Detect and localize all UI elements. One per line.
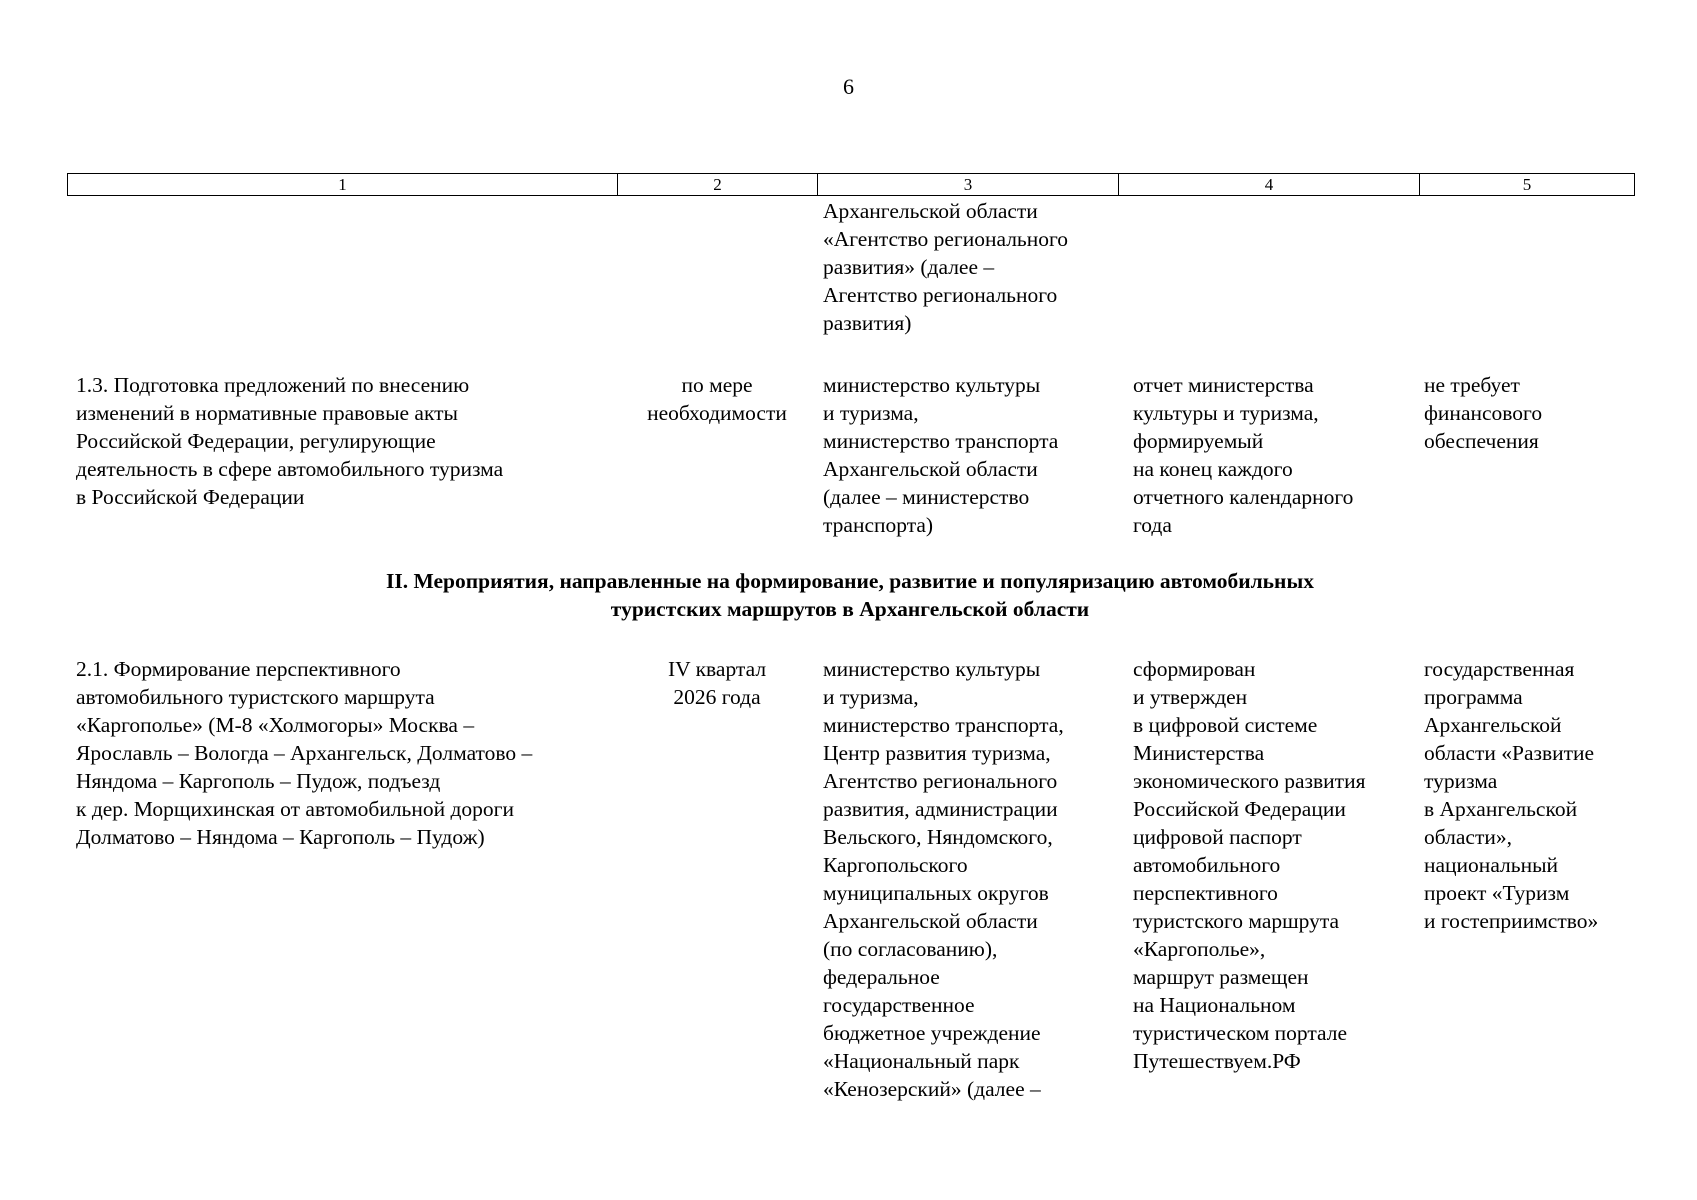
row-1-3-responsible: министерство культуры и туризма, министерство транспорта Архангельской области (далее – министерство транспорта) <box>823 373 1059 537</box>
column-header-1: 1 <box>68 174 618 196</box>
row-1-3-financing: не требует финансового обеспечения <box>1424 373 1543 453</box>
row-1-3-result: отчет министерства культуры и туризма, формируемый на конец каждого отчетного календарного года <box>1133 373 1354 537</box>
row-1-3-activity: 1.3. Подготовка предложений по внесению изменений в нормативные правовые акты Российской Федерации, регулирующие деятельность в сфере автомобильного туризма в Российской Федерации <box>76 373 504 509</box>
row-1-3-deadline: по мере необходимости <box>647 373 787 425</box>
continuation-responsible: Архангельской области «Агентство регионального развития» (далее – Агентство регионального развития) <box>823 199 1069 335</box>
section-2-heading: II. Мероприятия, направленные на формирование, развитие и популяризацию автомобильных туристских маршрутов в Архангельской области <box>386 569 1314 621</box>
column-header-2: 2 <box>618 174 818 196</box>
row-2-1-deadline: IV квартал 2026 года <box>667 657 767 709</box>
row-2-1-activity: 2.1. Формирование перспективного автомобильного туристского маршрута «Каргополье» (М-8 «Холмогоры» Москва – Ярославль – Вологда – Архангельск, Долматово – Няндома – Каргополь – Пудож, подъезд к дер. Морщихинская от автомобильной дороги Долматово – Няндома – Каргополь – Пудож) <box>76 657 533 849</box>
row-2-1-responsible: министерство культуры и туризма, министерство транспорта, Центр развития туризма, Агентство регионального развития, администрации Вельского, Няндомского, Каргопольского муниципальных округов Архангельской области (по согласованию), федеральное государственное бюджетное учреждение «Национальный парк «Кенозерский» (далее – <box>823 657 1064 1101</box>
column-header-row <box>68 174 1635 196</box>
row-2-1-financing: государственная программа Архангельской области «Развитие туризма в Архангельской области», национальный проект «Туризм и гостеприимство» <box>1424 657 1599 933</box>
page-number: 6 <box>843 74 854 99</box>
column-header-5: 5 <box>1420 174 1635 196</box>
row-2-1-result: сформирован и утвержден в цифровой системе Министерства экономического развития Российской Федерации цифровой паспорт автомобильного перспективного туристского маршрута «Каргополье», маршрут размещен на Национальном туристическом портале Путешествуем.РФ <box>1133 657 1366 1073</box>
column-header-4: 4 <box>1119 174 1420 196</box>
column-header-3: 3 <box>818 174 1119 196</box>
column-header-table <box>67 173 1635 196</box>
